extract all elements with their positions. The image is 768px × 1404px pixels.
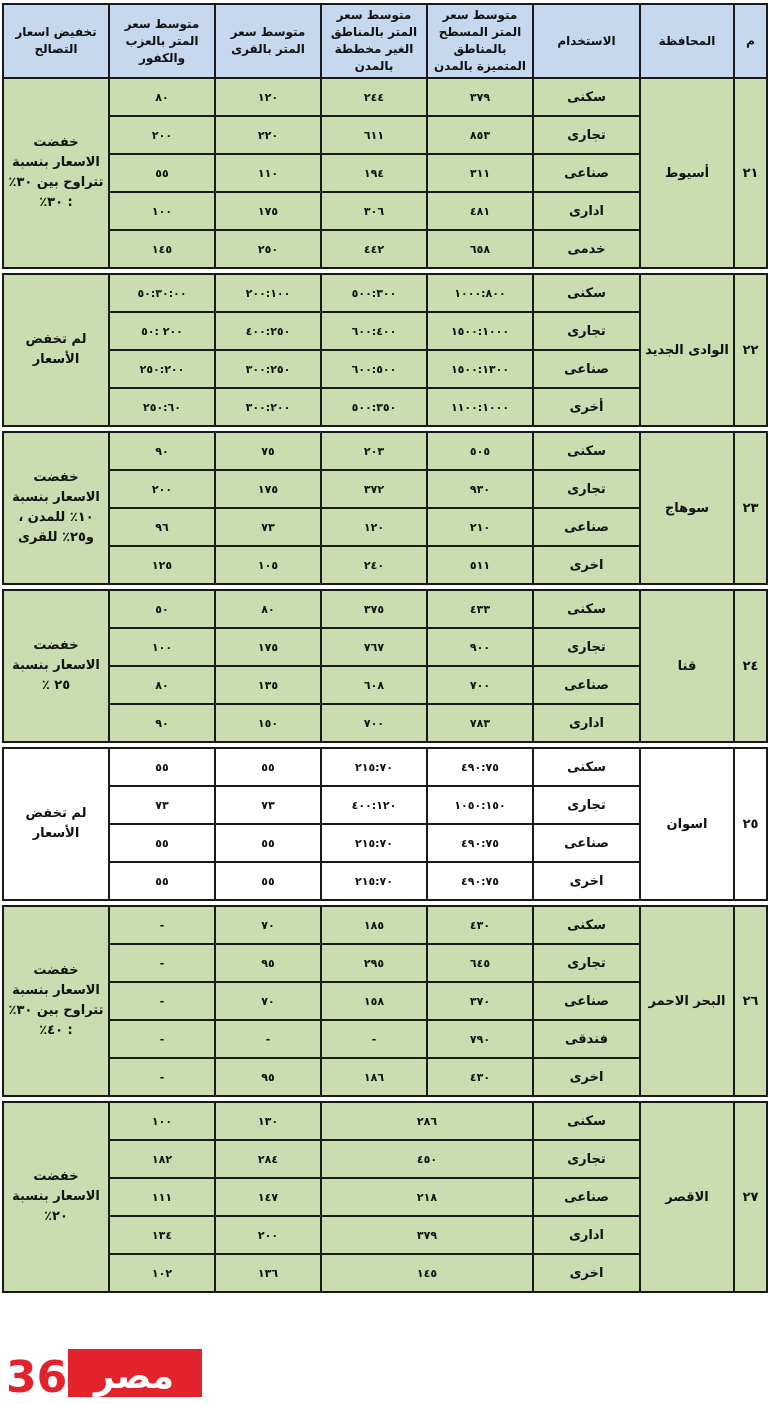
- usage-type: تجارى: [533, 116, 640, 154]
- unplanned-city-price: ٦٠٠:٤٠٠: [321, 312, 427, 350]
- hamlet-price: ١٠٠: [109, 1102, 215, 1140]
- hamlet-price: -: [109, 906, 215, 944]
- village-price: ٢٠٠:١٠٠: [215, 274, 321, 312]
- governorate-name: أسيوط: [640, 78, 734, 268]
- discount-note: لم تخفض الأسعار: [3, 274, 109, 426]
- table-row: [3, 748, 767, 786]
- row-number: ٢١: [734, 78, 767, 268]
- hamlet-price: ٨٠: [109, 666, 215, 704]
- premium-city-price: ٢١٠: [427, 508, 533, 546]
- unplanned-city-price: ١٢٠: [321, 508, 427, 546]
- village-price: ١٥٠: [215, 704, 321, 742]
- village-price: ١٣٦: [215, 1254, 321, 1292]
- premium-city-price: ٧٨٣: [427, 704, 533, 742]
- usage-type: سكنى: [533, 274, 640, 312]
- usage-type: أخرى: [533, 388, 640, 426]
- hamlet-price: -: [109, 944, 215, 982]
- governorate-name: الاقصر: [640, 1102, 734, 1292]
- governorate-name: اسوان: [640, 748, 734, 900]
- discount-note: لم تخفض الأسعار: [3, 748, 109, 900]
- governorate-name: سوهاج: [640, 432, 734, 584]
- premium-city-price: ٧٠٠: [427, 666, 533, 704]
- village-price: ٩٥: [215, 1058, 321, 1096]
- hamlet-price: -: [109, 1020, 215, 1058]
- usage-type: ادارى: [533, 1216, 640, 1254]
- hamlet-price: ٢٥٠:٢٠٠: [109, 350, 215, 388]
- hamlet-price: ١٠٠: [109, 192, 215, 230]
- premium-city-price: ٨٥٣: [427, 116, 533, 154]
- header-governorate: المحافظة: [640, 4, 734, 78]
- village-price: ١٧٥: [215, 470, 321, 508]
- village-price: ٢٢٠: [215, 116, 321, 154]
- usage-type: خدمى: [533, 230, 640, 268]
- hamlet-price: ٥٥: [109, 824, 215, 862]
- usage-type: سكنى: [533, 748, 640, 786]
- premium-city-price: ١٥٠٠:١٣٠٠: [427, 350, 533, 388]
- village-price: ١٣٠: [215, 1102, 321, 1140]
- city-price-merged: ٤٥٠: [321, 1140, 533, 1178]
- premium-city-price: ٤٣٠: [427, 1058, 533, 1096]
- premium-city-price: ٤٣٠: [427, 906, 533, 944]
- hamlet-price: ٧٣: [109, 786, 215, 824]
- hamlet-price: ٢٠٠: [109, 116, 215, 154]
- table-row: [3, 906, 767, 944]
- village-price: ٣٠٠:٢٥٠: [215, 350, 321, 388]
- header-usage: الاستخدام: [533, 4, 640, 78]
- header-unplanned-city-price: متوسط سعر المتر بالمناطق الغير مخططة بالمدن: [321, 4, 427, 78]
- row-number: ٢٤: [734, 590, 767, 742]
- usage-type: اخرى: [533, 862, 640, 900]
- unplanned-city-price: ٦٠٠:٥٠٠: [321, 350, 427, 388]
- masr365-logo: [2, 1346, 202, 1400]
- hamlet-price: ١٣٤: [109, 1216, 215, 1254]
- row-number: ٢٣: [734, 432, 767, 584]
- discount-note: خفضت الاسعار بنسبة تتراوح بين ٣٠٪ : ٣٠٪: [3, 78, 109, 268]
- premium-city-price: ٣١١: [427, 154, 533, 192]
- hamlet-price: ١٤٥: [109, 230, 215, 268]
- usage-type: صناعى: [533, 982, 640, 1020]
- usage-type: سكنى: [533, 1102, 640, 1140]
- unplanned-city-price: ٢١٥:٧٠: [321, 862, 427, 900]
- hamlet-price: ٩٠: [109, 704, 215, 742]
- hamlet-price: -: [109, 982, 215, 1020]
- unplanned-city-price: ٧٠٠: [321, 704, 427, 742]
- unplanned-city-price: ٥٠٠:٣٠٠: [321, 274, 427, 312]
- row-number: ٢٢: [734, 274, 767, 426]
- unplanned-city-price: ٢٩٥: [321, 944, 427, 982]
- unplanned-city-price: ٥٠٠:٣٥٠: [321, 388, 427, 426]
- village-price: ٨٠: [215, 590, 321, 628]
- unplanned-city-price: ٣٠٦: [321, 192, 427, 230]
- premium-city-price: ٤٣٣: [427, 590, 533, 628]
- premium-city-price: ٤٩٠:٧٥: [427, 824, 533, 862]
- logo-digits: 365: [6, 1352, 98, 1400]
- premium-city-price: ٧٩٠: [427, 1020, 533, 1058]
- usage-type: تجارى: [533, 1140, 640, 1178]
- table-row: [3, 1102, 767, 1140]
- header-premium-city-price: متوسط سعر المتر المسطح بالمناطق المتميزة بالمدن: [427, 4, 533, 78]
- hamlet-price: ٩٦: [109, 508, 215, 546]
- village-price: ٢٥٠: [215, 230, 321, 268]
- governorate-name: الوادى الجديد: [640, 274, 734, 426]
- unplanned-city-price: ٧٦٧: [321, 628, 427, 666]
- city-price-merged: ٣٧٩: [321, 1216, 533, 1254]
- village-price: ٧٠: [215, 906, 321, 944]
- premium-city-price: ٩٠٠: [427, 628, 533, 666]
- header-hamlet-price: متوسط سعر المتر بالعزب والكفور: [109, 4, 215, 78]
- unplanned-city-price: ٢١٥:٧٠: [321, 748, 427, 786]
- usage-type: سكنى: [533, 432, 640, 470]
- governorate-name: قنا: [640, 590, 734, 742]
- table-row: [3, 274, 767, 312]
- logo-mark: [2, 1346, 202, 1400]
- governorate-name: البحر الاحمر: [640, 906, 734, 1096]
- table-row: [3, 78, 767, 116]
- usage-type: صناعى: [533, 666, 640, 704]
- village-price: ٢٠٠: [215, 1216, 321, 1254]
- usage-type: صناعى: [533, 508, 640, 546]
- hamlet-price: ٨٠: [109, 78, 215, 116]
- unplanned-city-price: ٢٤٠: [321, 546, 427, 584]
- usage-type: ادارى: [533, 704, 640, 742]
- unplanned-city-price: ٦١١: [321, 116, 427, 154]
- unplanned-city-price: ٣٧٢: [321, 470, 427, 508]
- village-price: ٧٣: [215, 786, 321, 824]
- village-price: ٥٥: [215, 862, 321, 900]
- premium-city-price: ٥٠٥: [427, 432, 533, 470]
- hamlet-price: ١٢٥: [109, 546, 215, 584]
- premium-city-price: ٦٤٥: [427, 944, 533, 982]
- hamlet-price: ٥٥: [109, 862, 215, 900]
- price-table: [2, 3, 768, 1293]
- usage-type: صناعى: [533, 350, 640, 388]
- village-price: ٧٠: [215, 982, 321, 1020]
- premium-city-price: ٤٩٠:٧٥: [427, 862, 533, 900]
- header-reconciliation-discount: تخفيض اسعار التصالح: [3, 4, 109, 78]
- usage-type: تجارى: [533, 786, 640, 824]
- hamlet-price: ١١١: [109, 1178, 215, 1216]
- unplanned-city-price: ١٨٦: [321, 1058, 427, 1096]
- premium-city-price: ٩٣٠: [427, 470, 533, 508]
- city-price-merged: ١٤٥: [321, 1254, 533, 1292]
- village-price: ١٢٠: [215, 78, 321, 116]
- hamlet-price: ٢٥٠:٦٠: [109, 388, 215, 426]
- header-row: [3, 4, 767, 78]
- price-table-sheet: [2, 3, 766, 1293]
- header-num: م: [734, 4, 767, 78]
- row-number: ٢٥: [734, 748, 767, 900]
- unplanned-city-price: ٣٧٥: [321, 590, 427, 628]
- usage-type: ادارى: [533, 192, 640, 230]
- usage-type: تجارى: [533, 944, 640, 982]
- table-row: [3, 590, 767, 628]
- village-price: ٩٥: [215, 944, 321, 982]
- village-price: ٢٨٤: [215, 1140, 321, 1178]
- unplanned-city-price: ٢٤٤: [321, 78, 427, 116]
- logo-text: مصر: [93, 1356, 175, 1397]
- premium-city-price: ١٠٥٠:١٥٠: [427, 786, 533, 824]
- usage-type: اخرى: [533, 1058, 640, 1096]
- village-price: ٤٠٠:٢٥٠: [215, 312, 321, 350]
- village-price: ١٠٥: [215, 546, 321, 584]
- unplanned-city-price: ٦٠٨: [321, 666, 427, 704]
- city-price-merged: ٢٨٦: [321, 1102, 533, 1140]
- usage-type: اخرى: [533, 1254, 640, 1292]
- table-row: [3, 432, 767, 470]
- usage-type: صناعى: [533, 154, 640, 192]
- village-price: ١٣٥: [215, 666, 321, 704]
- discount-note: خفضت الاسعار بنسبة ٢٥ ٪: [3, 590, 109, 742]
- usage-type: اخرى: [533, 546, 640, 584]
- hamlet-price: ٥٥: [109, 154, 215, 192]
- usage-type: سكنى: [533, 78, 640, 116]
- unplanned-city-price: ٤٤٢: [321, 230, 427, 268]
- village-price: ١٧٥: [215, 628, 321, 666]
- unplanned-city-price: ١٨٥: [321, 906, 427, 944]
- hamlet-price: ٥٠:٣٠:٠٠: [109, 274, 215, 312]
- hamlet-price: ١٠٠: [109, 628, 215, 666]
- unplanned-city-price: ١٥٨: [321, 982, 427, 1020]
- premium-city-price: ٤٨١: [427, 192, 533, 230]
- hamlet-price: ٢٠٠: [109, 470, 215, 508]
- premium-city-price: ١٥٠٠:١٠٠٠: [427, 312, 533, 350]
- hamlet-price: ٩٠: [109, 432, 215, 470]
- usage-type: صناعى: [533, 1178, 640, 1216]
- village-price: ٧٣: [215, 508, 321, 546]
- hamlet-price: ٥٠: [109, 590, 215, 628]
- village-price: ١١٠: [215, 154, 321, 192]
- row-number: ٢٧: [734, 1102, 767, 1292]
- unplanned-city-price: ٤٠٠:١٢٠: [321, 786, 427, 824]
- city-price-merged: ٢١٨: [321, 1178, 533, 1216]
- usage-type: صناعى: [533, 824, 640, 862]
- unplanned-city-price: -: [321, 1020, 427, 1058]
- premium-city-price: ٥١١: [427, 546, 533, 584]
- usage-type: تجارى: [533, 628, 640, 666]
- usage-type: سكنى: [533, 906, 640, 944]
- unplanned-city-price: ٢١٥:٧٠: [321, 824, 427, 862]
- usage-type: فندقى: [533, 1020, 640, 1058]
- village-price: ٥٥: [215, 824, 321, 862]
- village-price: -: [215, 1020, 321, 1058]
- usage-type: تجارى: [533, 312, 640, 350]
- village-price: ١٤٧: [215, 1178, 321, 1216]
- unplanned-city-price: ١٩٤: [321, 154, 427, 192]
- discount-note: خفضت الاسعار بنسبة ٢٠٪: [3, 1102, 109, 1292]
- premium-city-price: ١٠٠٠:٨٠٠: [427, 274, 533, 312]
- hamlet-price: ٥٥: [109, 748, 215, 786]
- discount-note: خفضت الاسعار بنسبة تتراوح بين ٣٠٪ : ٤٠٪: [3, 906, 109, 1096]
- premium-city-price: ٦٥٨: [427, 230, 533, 268]
- village-price: ٣٠٠:٢٠٠: [215, 388, 321, 426]
- usage-type: سكنى: [533, 590, 640, 628]
- hamlet-price: -: [109, 1058, 215, 1096]
- discount-note: خفضت الاسعار بنسبة ١٠٪ للمدن ، و٢٥٪ للقرى: [3, 432, 109, 584]
- premium-city-price: ٤٩٠:٧٥: [427, 748, 533, 786]
- row-number: ٢٦: [734, 906, 767, 1096]
- premium-city-price: ١١٠٠:١٠٠٠: [427, 388, 533, 426]
- hamlet-price: ١٠٢: [109, 1254, 215, 1292]
- header-village-price: متوسط سعر المتر بالقرى: [215, 4, 321, 78]
- hamlet-price: ١٨٢: [109, 1140, 215, 1178]
- premium-city-price: ٣٧٠: [427, 982, 533, 1020]
- village-price: ٥٥: [215, 748, 321, 786]
- hamlet-price: ٢٠٠ :٥٠: [109, 312, 215, 350]
- village-price: ٧٥: [215, 432, 321, 470]
- unplanned-city-price: ٢٠٣: [321, 432, 427, 470]
- village-price: ١٧٥: [215, 192, 321, 230]
- usage-type: تجارى: [533, 470, 640, 508]
- premium-city-price: ٣٧٩: [427, 78, 533, 116]
